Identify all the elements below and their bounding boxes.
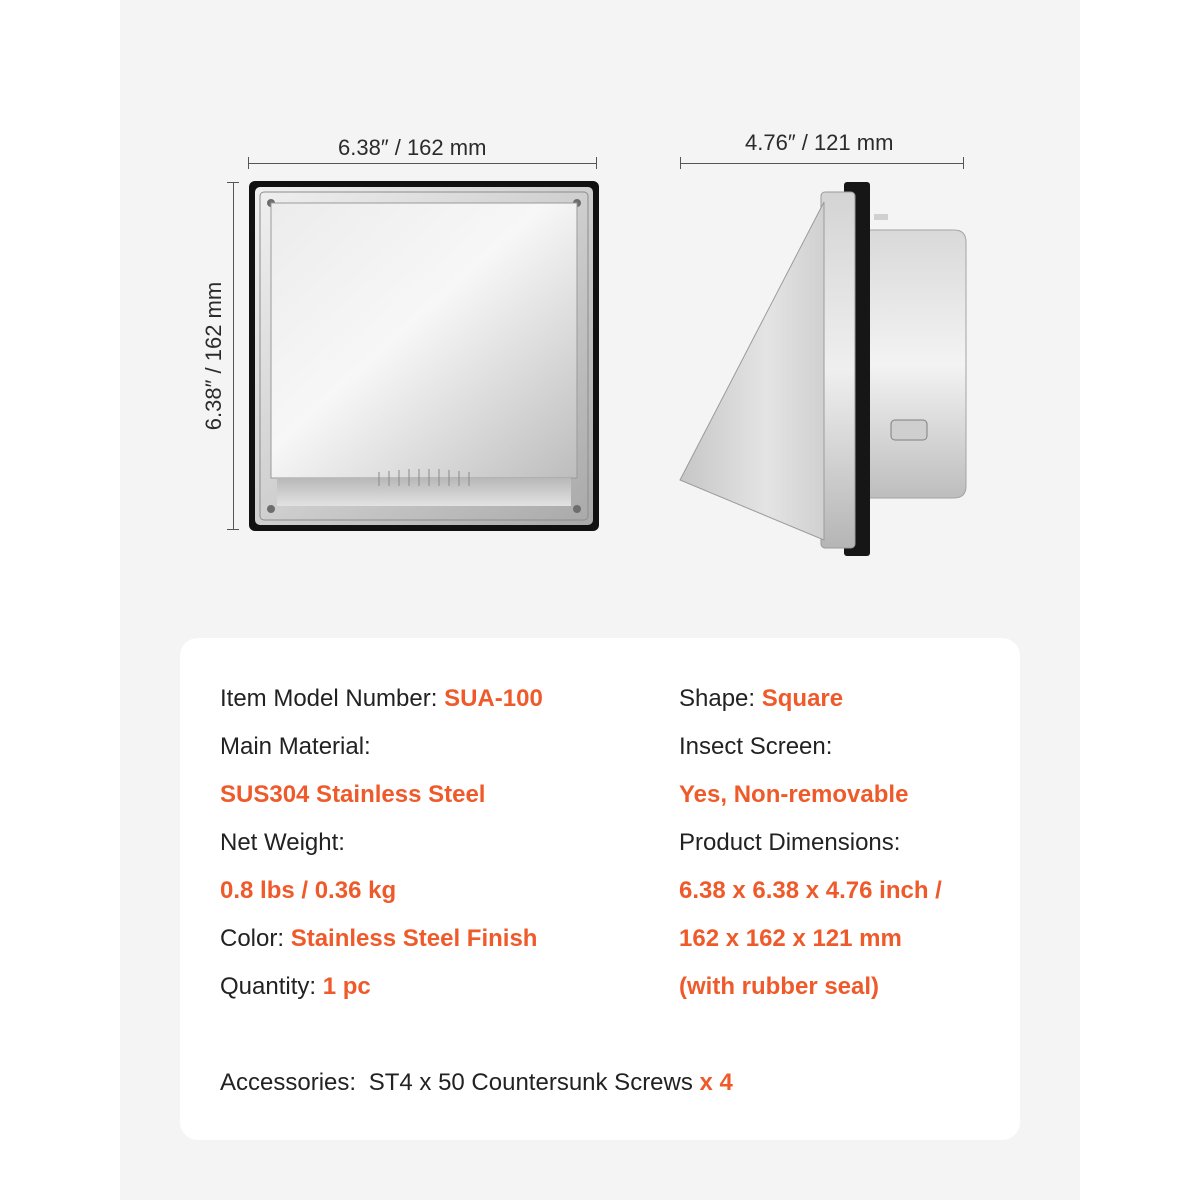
front-width-tick-left: [248, 157, 249, 169]
material-value: SUS304 Stainless Steel: [220, 781, 486, 808]
product-dimensions-label: Product Dimensions:: [679, 829, 901, 856]
shape-label: Shape:: [679, 685, 756, 712]
side-depth-label: 4.76″ / 121 mm: [745, 130, 894, 155]
vent-cover-side-image: [678, 180, 968, 560]
side-depth-tick-left: [680, 157, 681, 169]
front-width-line: [248, 163, 597, 164]
weight-label: Net Weight:: [220, 829, 345, 856]
accessories-row: [220, 1068, 733, 1098]
insect-screen-label: Insect Screen:: [679, 733, 833, 760]
model-number-value: SUA-100: [444, 685, 543, 712]
product-dimensions-value-line1: 6.38 x 6.38 x 4.76 inch /: [679, 877, 942, 904]
color-label: Color:: [220, 925, 285, 952]
front-height-line: [233, 182, 234, 530]
color-row: [220, 924, 537, 954]
shape-value: Square: [761, 685, 844, 712]
insect-screen-value: Yes, Non-removable: [679, 781, 909, 808]
quantity-value: 1 pc: [322, 973, 371, 1000]
accessories-quantity: x 4: [699, 1069, 733, 1096]
vent-cover-front-image: [249, 181, 599, 531]
accessories-value: ST4 x 50 Countersunk Screws: [368, 1069, 693, 1096]
model-number-label: Item Model Number:: [220, 685, 438, 712]
accessories-label: Accessories:: [220, 1069, 357, 1096]
quantity-label: Quantity:: [220, 973, 317, 1000]
color-value: Stainless Steel Finish: [290, 925, 538, 952]
shape-row: [679, 684, 843, 714]
front-height-tick-bottom: [227, 529, 239, 530]
material-label: Main Material:: [220, 733, 371, 760]
front-width-label: 6.38″ / 162 mm: [338, 135, 487, 160]
front-width-tick-right: [596, 157, 597, 169]
quantity-row: [220, 972, 371, 1002]
weight-value: 0.8 lbs / 0.36 kg: [220, 877, 397, 904]
front-height-tick-top: [227, 182, 239, 183]
model-number-row: [220, 684, 543, 714]
product-dimensions-value-line3: (with rubber seal): [679, 973, 880, 1000]
side-depth-line: [680, 163, 964, 164]
product-dimensions-value-line2: 162 x 162 x 121 mm: [679, 925, 902, 952]
side-depth-tick-right: [963, 157, 964, 169]
front-height-label: 6.38″ / 162 mm: [201, 281, 226, 431]
